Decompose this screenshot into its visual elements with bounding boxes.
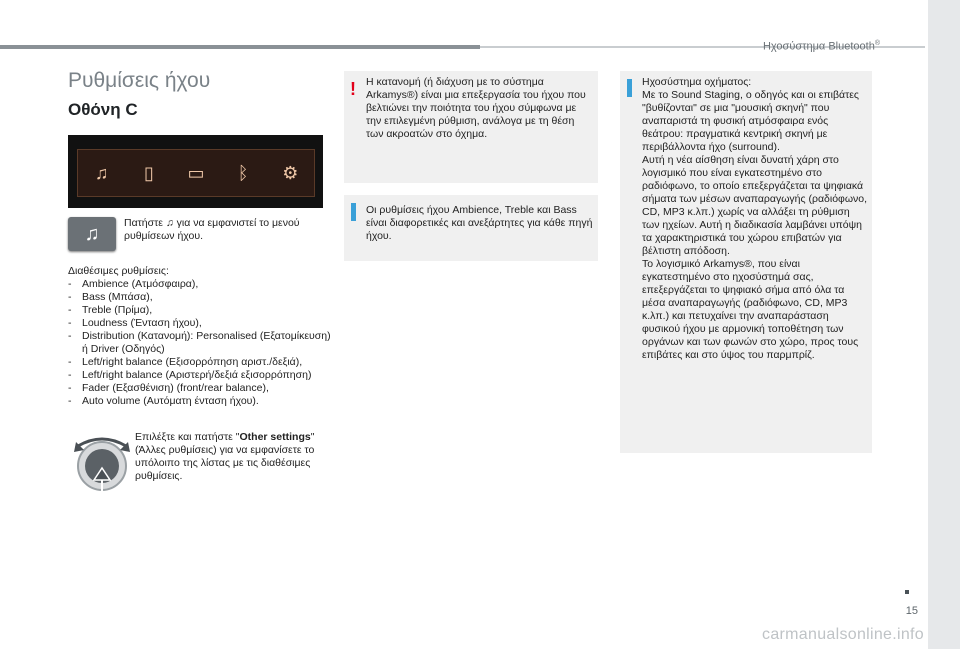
list-title: Διαθέσιμες ρυθμίσεις: <box>68 265 169 277</box>
warning-text: Η κατανομή (ή διάχυση με το σύστημα Arkamys®) είναι μια επεξεργασία του ήχου που βελτιώνει την ποιότητα του ήχου σύμφωνα με την επιλεγμένη ρύθμιση, ανάλογα με τη θέση των ακροατών στο όχημα. <box>366 76 586 140</box>
info2-line: Αυτή η νέα αίσθηση είναι δυνατή χάρη στο λογισμικό που είναι εγκατεστημένο στο ραδιόφωνο, το οποίο επεξεργάζεται τα ψηφιακά σήματα των μέσων αναπαραγωγής (ραδιόφωνο, CD, MP3 κ.λπ.) χωρίς να αλλάξει τη ρύθμιση των ηχείων. Αυτή η διαδικασία λαμβάνει υπόψη τα χαρακτηριστικά του χώρου επιβατών για βέλτιστη απόδοση. <box>642 154 868 257</box>
music-settings-button-icon: ♫ <box>68 217 116 251</box>
settings-icon: ⚙ <box>282 163 299 183</box>
info-box-2 <box>620 71 872 453</box>
info-icon <box>351 203 356 221</box>
watermark: carmanualsonline.info <box>762 626 924 643</box>
info2-text <box>642 76 868 362</box>
bluetooth-icon: ᛒ <box>237 163 249 183</box>
radio-icon: ▭ <box>187 163 205 183</box>
warning-icon: ! <box>350 79 356 99</box>
list-item: - Distribution (Κατανομή): Personalised (Εξατομίκευση) ή Driver (Οδηγός) <box>68 330 333 356</box>
other-settings-instruction: Επιλέξτε και πατήστε "Other settings" (Άλλες ρυθμίσεις) για να εμφανίσετε το υπόλοιπο της λίστας με τις διαθέσιμες ρυθμίσεις. <box>135 431 315 482</box>
info2-line: Το λογισμικό Arkamys®, που είναι εγκατεστημένο στο ηχοσύστημά σας, επεξεργάζεται το ψηφιακό σήμα από όλα τα μέσα αναπαραγωγής (ραδιόφωνο, CD, MP3 κ.λπ.) και πετυχαίνει την αναπαράσταση φυσικού ήχου με αρμονική τοποθέτηση των οργάνων και των φωνών στο χώρο, προς τους επιβάτες και στο ύψος του παρμπρίζ. <box>642 258 859 361</box>
press-instruction: Πατήστε ♫ για να εμφανιστεί το μενού ρυθμίσεων ήχου. <box>124 217 300 242</box>
info2-line: Με το Sound Staging, ο οδηγός και οι επιβάτες "βυθίζονται" σε μια "μουσική σκηνή" που αναπαριστά τη φυσική ατμόσφαιρα ενός θεάτρου: πραγματικά κεντρική σκηνή με περιβάλλοντα ήχο (surround). <box>642 89 859 153</box>
page-sidebar <box>928 0 960 649</box>
list-item: - Auto volume (Αυτόματη ένταση ήχου). <box>68 395 333 408</box>
header-title: Ηχοσύστημα Bluetooth® <box>762 40 880 53</box>
media-icon: ♫ <box>94 163 109 183</box>
info-box-1 <box>344 195 598 261</box>
list-item: - Loudness (Ένταση ήχου), <box>68 317 333 330</box>
phone-icon: ▯ <box>143 163 154 183</box>
screen-icon-row <box>77 149 315 197</box>
rotary-knob-icon <box>70 430 134 494</box>
page-number: 15 <box>905 605 918 617</box>
list-item: - Treble (Πρίμα), <box>68 304 333 317</box>
section-title: Ρυθμίσεις ήχου <box>68 69 211 92</box>
list-item: - Fader (Εξασθένιση) (front/rear balance), <box>68 382 333 395</box>
page-marker <box>905 590 909 594</box>
list-item: - Bass (Μπάσα), <box>68 291 333 304</box>
available-settings-list <box>68 265 333 408</box>
header-rule <box>0 45 480 49</box>
list-item: - Ambience (Ατμόσφαιρα), <box>68 278 333 291</box>
warning-box <box>344 71 598 183</box>
info1-text: Οι ρυθμίσεις ήχου Ambience, Treble και Bass είναι διαφορετικές και ανεξάρτητες για κάθε πηγή ήχου. <box>366 204 593 242</box>
list-item: - Left/right balance (Εξισορρόπηση αριστ./δεξιά), <box>68 356 333 369</box>
list-item: - Left/right balance (Αριστερή/δεξιά εξισορρόπηση) <box>68 369 333 382</box>
audio-settings-screen-image <box>68 135 323 208</box>
info-icon <box>627 79 632 97</box>
info2-line: Ηχοσύστημα οχήματος: <box>642 76 752 88</box>
subsection-title: Οθόνη C <box>68 100 138 119</box>
